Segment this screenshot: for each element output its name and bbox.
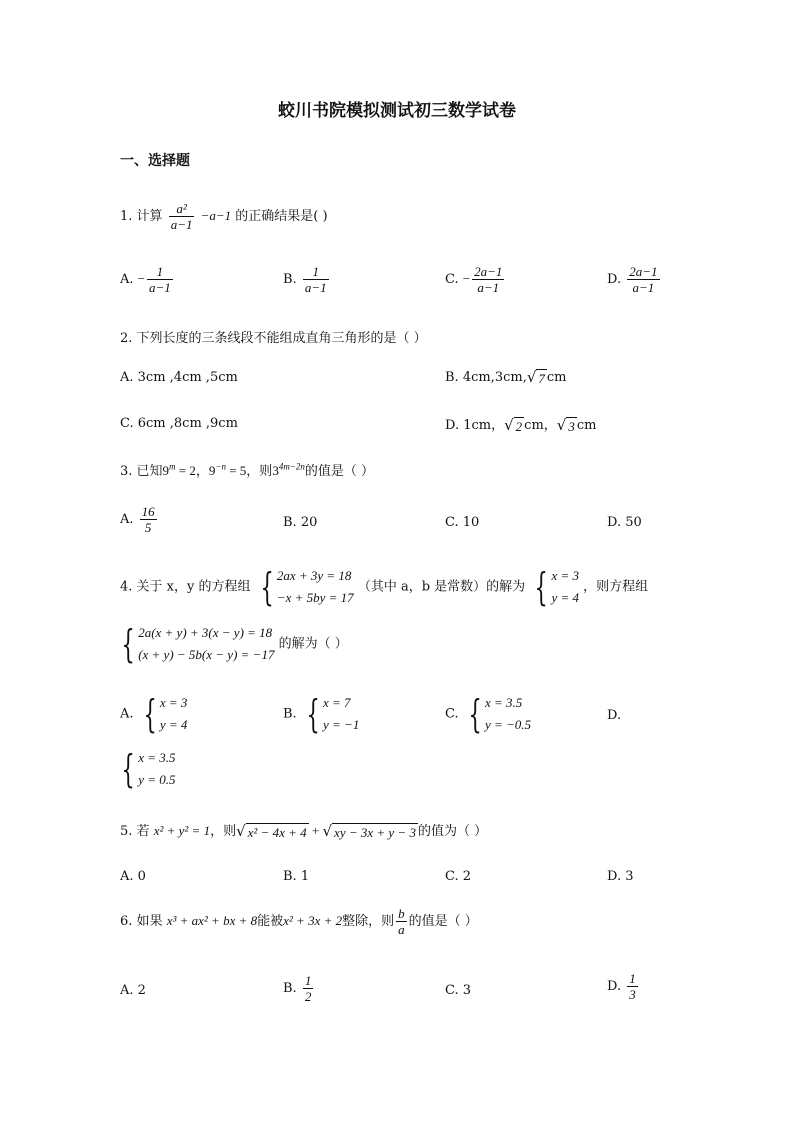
question-5: 5. 若 x² + y² = 1，则 √ x² − 4x + 4 + √ xy − 3x + y − 3 的值为（ ） [120, 822, 488, 840]
question-4-cont: { 2a(x + y) + 3(x − y) = 18 (x + y) − 5b(x − y) = −17 的解为（ ） [116, 622, 348, 666]
q1-fraction [169, 201, 195, 232]
q4-system-2: { x = 3 y = 4 [534, 565, 580, 609]
q2-option-d[interactable]: D. 1cm， √ 2 cm， √ 3 cm [445, 416, 597, 434]
q5-option-c[interactable]: C. 2 [445, 869, 472, 884]
question-4: 4. 关于 x，y 的方程组 { 2ax + 3y = 18 −x + 5by = 17 （其中 a，b 是常数）的解为 { x = 3 y = 4 ，则方程组 [120, 565, 649, 609]
q4-option-c[interactable]: C. { x = 3.5 y = −0.5 [445, 692, 532, 736]
q2-option-b[interactable]: B. 4cm,3cm, √ 7 cm [445, 368, 567, 386]
q1-option-c[interactable]: C. − $\frac{2a-1}{a-1}$ [445, 264, 503, 295]
q4-option-d-label[interactable]: D. [607, 708, 622, 723]
q1-option-b[interactable]: B. $\frac{1}{a-1}$ [283, 264, 327, 295]
q3-option-c[interactable]: C. 10 [445, 515, 480, 530]
question-3: 3. 已知$9^m = 2$，$9^{-n} = 5$，则$3^{4m-2n}$的值是（ ） [120, 461, 375, 479]
q6-option-c[interactable]: C. 3 [445, 983, 472, 998]
q1-option-a[interactable]: A. − $\frac{1}{a-1}$ [120, 264, 171, 295]
q3-option-a[interactable]: A. $\frac{16}{5}$ [120, 504, 155, 535]
question-6: 6. 如果 x³ + ax² + bx + 8能被x² + 3x + 2整除，则 $\frac{b}{a}$ 的值是（ ） [120, 906, 478, 937]
q2-option-a[interactable]: A. 3cm ,4cm ,5cm [120, 370, 238, 385]
q5-option-b[interactable]: B. 1 [283, 869, 310, 884]
q1-number: 1. 计算 [120, 209, 163, 224]
q1-option-d[interactable]: D. $\frac{2a-1}{a-1}$ [607, 264, 658, 295]
page-title: 蛟川书院模拟测试初三数学试卷 [278, 101, 516, 121]
q1-frac-den: a−1 [170, 217, 193, 232]
section-heading: 一、选择题 [120, 153, 190, 169]
q3-option-b[interactable]: B. 20 [283, 515, 318, 530]
q5-option-d[interactable]: D. 3 [607, 869, 634, 884]
q1-tail-expr: −a−1 [200, 208, 232, 223]
q4-option-d[interactable]: { x = 3.5 y = 0.5 [121, 747, 176, 791]
q5-option-a[interactable]: A. 0 [120, 869, 146, 884]
q2-option-c[interactable]: C. 6cm ,8cm ,9cm [120, 416, 238, 431]
q1-suffix: 的正确结果是( ) [235, 209, 328, 224]
question-1 [120, 201, 328, 232]
q4-option-a[interactable]: A. { x = 3 y = 4 [120, 692, 188, 736]
q6-option-d[interactable]: D. $\frac{1}{3}$ [607, 971, 636, 1002]
q1-frac-num: a² [176, 201, 187, 216]
q6-option-a[interactable]: A. 2 [120, 983, 146, 998]
q6-option-b[interactable]: B. $\frac{1}{2}$ [283, 973, 312, 1004]
q4-system-1: { 2ax + 3y = 18 −x + 5by = 17 [260, 565, 354, 609]
question-2: 2. 下列长度的三条线段不能组成直角三角形的是（ ） [120, 331, 427, 346]
q4-option-b[interactable]: B. { x = 7 y = −1 [283, 692, 360, 736]
q3-option-d[interactable]: D. 50 [607, 515, 642, 530]
q4-system-3: { 2a(x + y) + 3(x − y) = 18 (x + y) − 5b(x − y) = −17 [121, 622, 275, 666]
